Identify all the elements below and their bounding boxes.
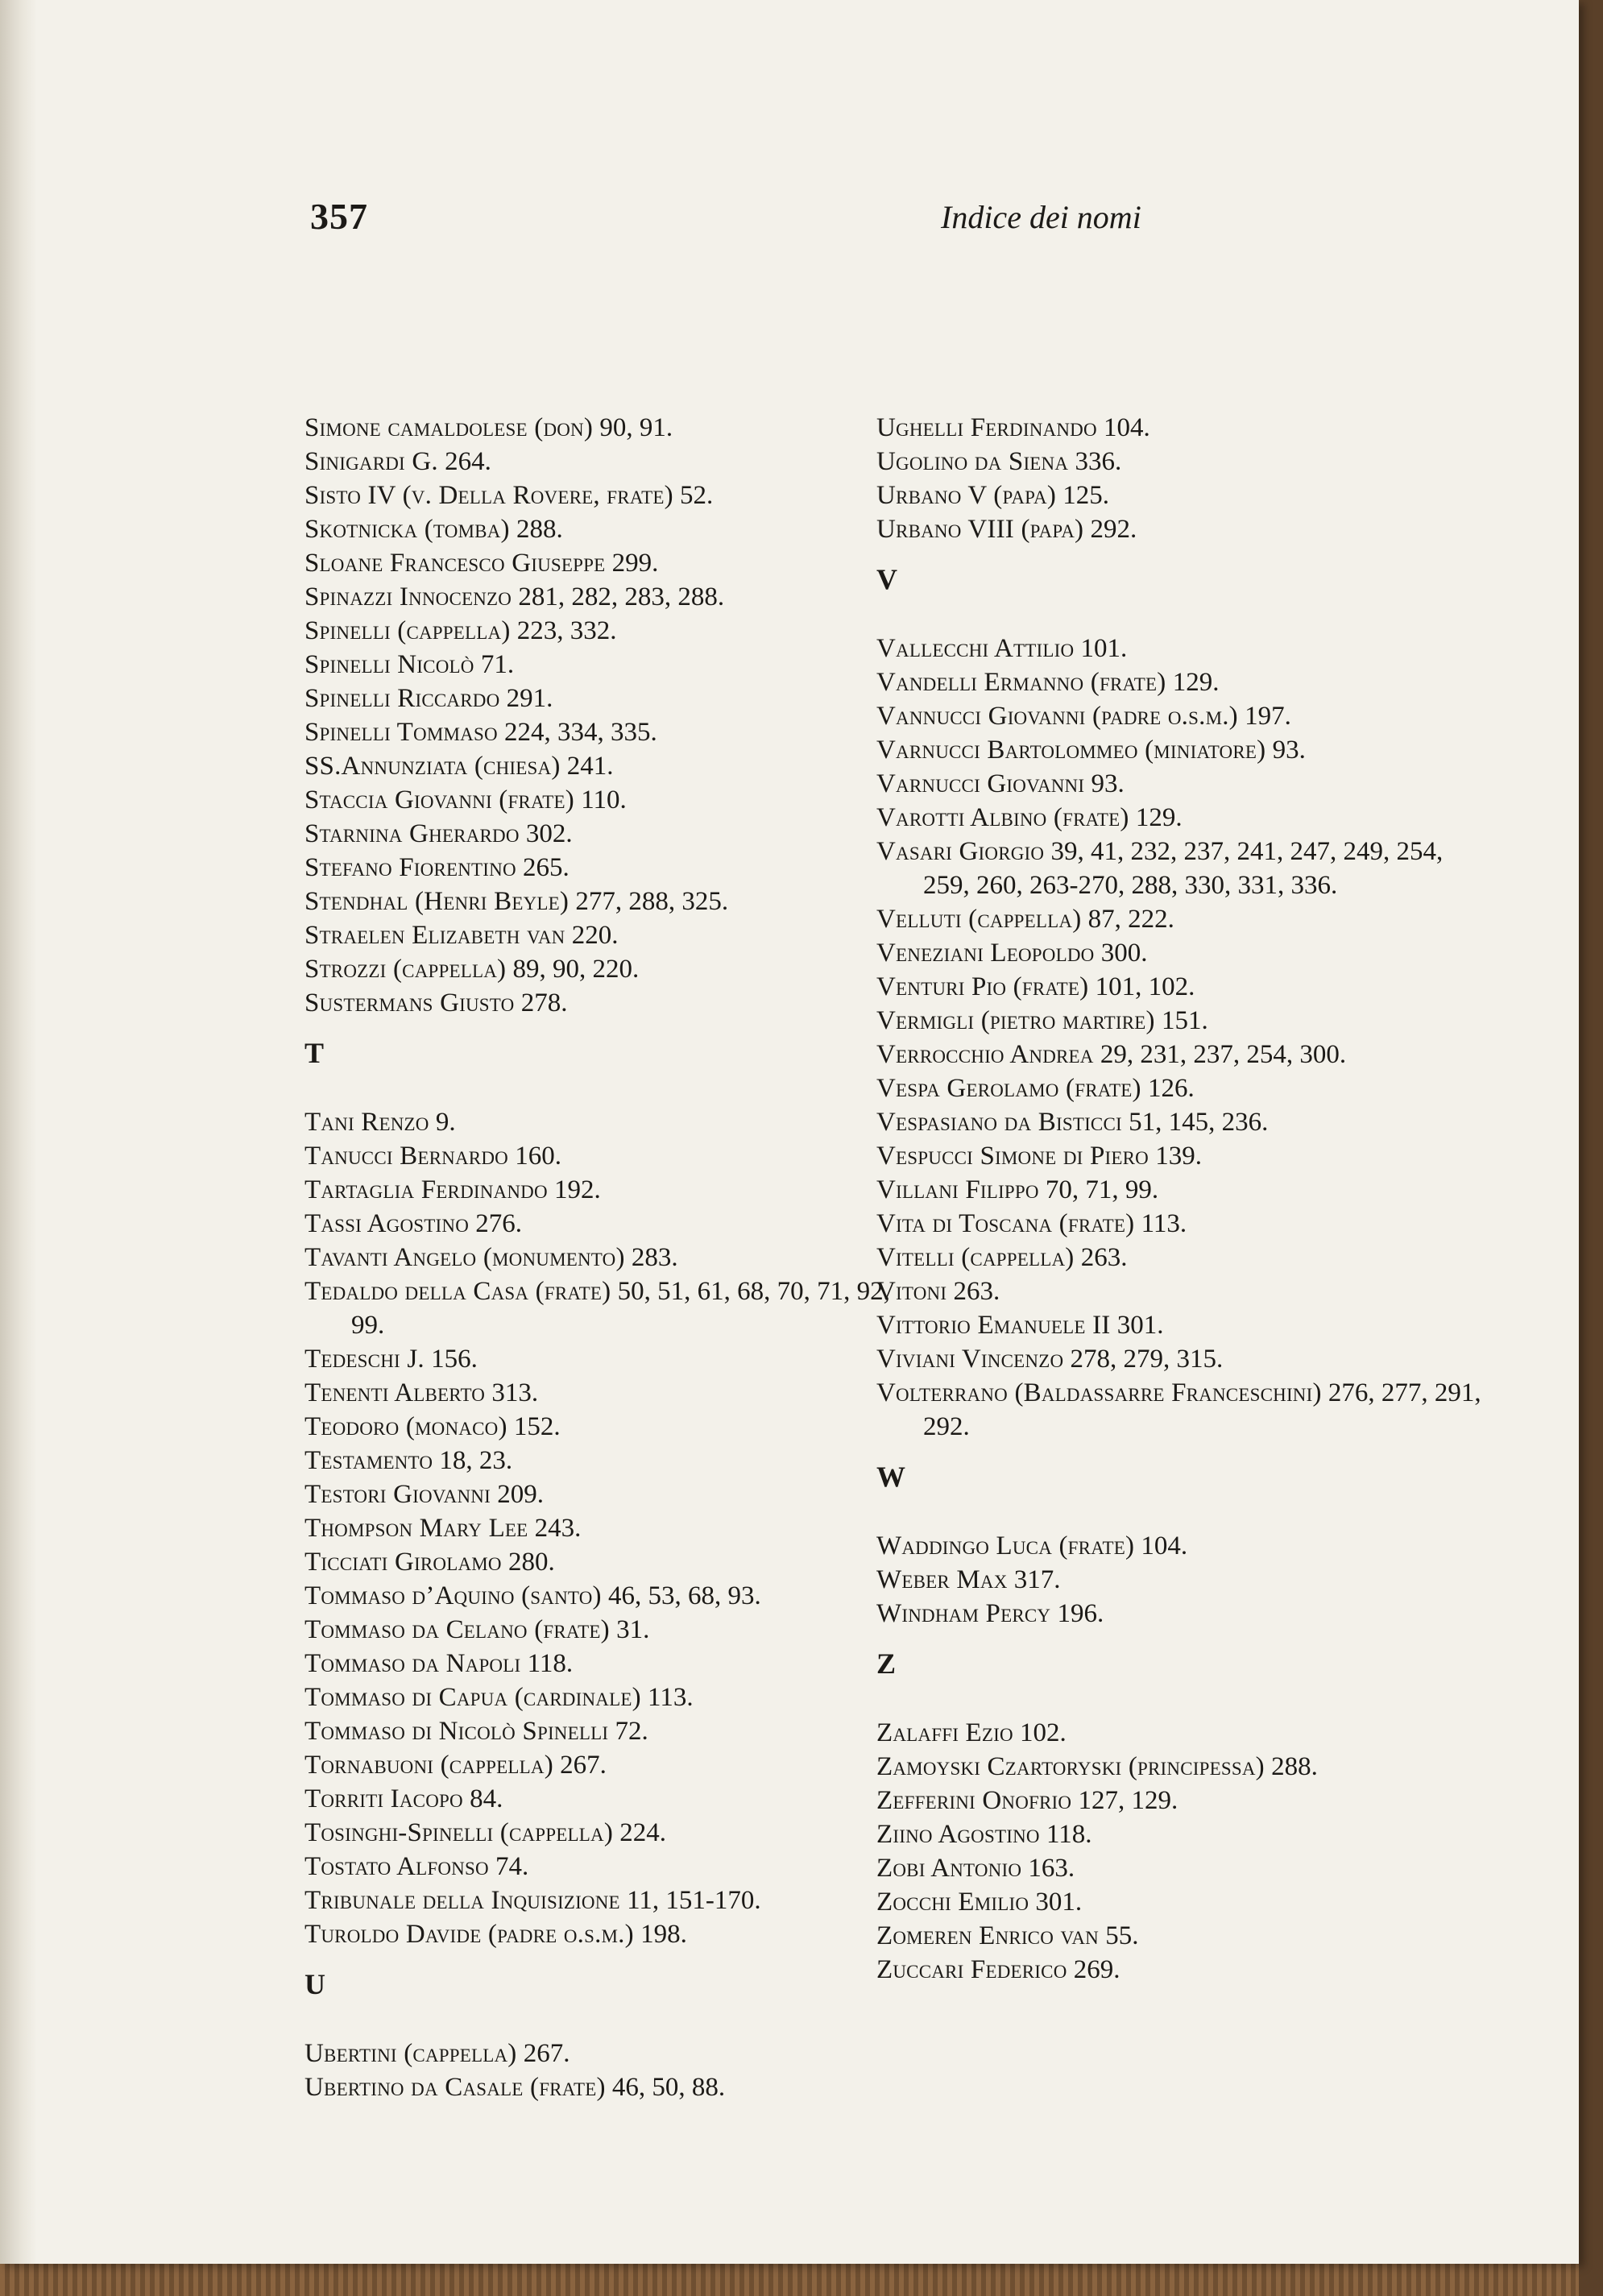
index-entry-name: Vita di Toscana (frate) bbox=[876, 1209, 1135, 1238]
index-entry bbox=[876, 767, 1489, 801]
index-entry-pages: 317. bbox=[1013, 1565, 1061, 1594]
index-entry-name: Vallecchi Attilio bbox=[876, 634, 1075, 663]
index-entry-pages: 198. bbox=[640, 1920, 687, 1949]
index-entry bbox=[876, 1750, 1489, 1784]
index-entry bbox=[876, 1597, 1489, 1631]
index-entry-name: Staccia Giovanni (frate) bbox=[304, 785, 574, 814]
index-entry-pages: 129. bbox=[1172, 668, 1220, 697]
index-entry-name: Vasari Giorgio bbox=[876, 837, 1045, 866]
index-entry bbox=[876, 1716, 1489, 1750]
index-entry-pages: 46, 50, 88. bbox=[611, 2073, 726, 2102]
index-entry bbox=[876, 902, 1489, 936]
index-entry-pages: 11, 151-170. bbox=[627, 1886, 761, 1915]
index-entry bbox=[304, 546, 901, 580]
index-entry-name: Vespucci Simone di Piero bbox=[876, 1142, 1149, 1171]
index-section-letter: W bbox=[876, 1461, 905, 1493]
index-entry-pages: 276, 277, 291, 292. bbox=[923, 1378, 1481, 1441]
index-section-letter: V bbox=[876, 563, 897, 595]
index-entry bbox=[304, 1545, 901, 1579]
index-entry-pages: 55. bbox=[1105, 1921, 1139, 1950]
index-entry-name: Stefano Fiorentino bbox=[304, 853, 516, 882]
index-entry-name: Tommaso di Nicolò Spinelli bbox=[304, 1717, 609, 1746]
index-entry-pages: 9. bbox=[435, 1108, 456, 1137]
index-entry-name: Spinazzi Innocenzo bbox=[304, 582, 512, 611]
index-entry-pages: 18, 23. bbox=[439, 1446, 513, 1475]
index-entry-name: Vespa Gerolamo (frate) bbox=[876, 1074, 1141, 1103]
index-entry bbox=[304, 783, 901, 817]
index-entry bbox=[304, 1410, 901, 1444]
index-entry bbox=[876, 699, 1489, 733]
index-entry-name: Zalaffi Ezio bbox=[876, 1718, 1013, 1747]
index-entry bbox=[876, 1376, 1489, 1444]
index-entry-name: Tosinghi-Spinelli (cappella) bbox=[304, 1818, 614, 1847]
index-entry bbox=[304, 1173, 901, 1207]
index-entry-name: Urbano V (papa) bbox=[876, 481, 1057, 510]
index-entry-pages: 104. bbox=[1104, 413, 1150, 442]
index-entry-name: Ubertino da Casale (frate) bbox=[304, 2073, 606, 2102]
index-entry-name: Vittorio Emanuele II bbox=[876, 1311, 1111, 1340]
index-entry-pages: 152. bbox=[513, 1412, 561, 1441]
index-entry bbox=[304, 885, 901, 918]
index-entry-pages: 267. bbox=[523, 2039, 570, 2068]
index-entry bbox=[304, 851, 901, 885]
index-entry-name: Sloane Francesco Giuseppe bbox=[304, 549, 606, 578]
index-entry-pages: 163. bbox=[1028, 1854, 1075, 1883]
index-entry bbox=[304, 1477, 901, 1511]
index-entry-pages: 278. bbox=[520, 988, 568, 1017]
index-entry bbox=[304, 1207, 901, 1241]
index-entry-pages: 223, 332. bbox=[516, 616, 617, 645]
index-entry bbox=[876, 835, 1489, 902]
index-entry bbox=[876, 1004, 1489, 1038]
index-entry bbox=[304, 1613, 901, 1647]
index-entry-name: Tornabuoni (cappella) bbox=[304, 1751, 553, 1780]
index-entry-name: Sinigardi G. bbox=[304, 447, 438, 476]
index-entry bbox=[876, 1817, 1489, 1851]
index-entry-pages: 241. bbox=[566, 752, 614, 781]
index-entry bbox=[304, 1376, 901, 1410]
index-entry-name: Windham Percy bbox=[876, 1599, 1051, 1628]
index-entry-name: Vitelli (cappella) bbox=[876, 1243, 1075, 1272]
index-entry-pages: 283. bbox=[631, 1243, 678, 1272]
index-entry-name: Zobi Antonio bbox=[876, 1854, 1022, 1883]
index-entry-pages: 267. bbox=[560, 1751, 607, 1780]
index-entry-name: Tommaso d’Aquino (santo) bbox=[304, 1581, 602, 1610]
index-entry-pages: 288. bbox=[1271, 1752, 1318, 1781]
index-entry bbox=[876, 1105, 1489, 1139]
index-entry bbox=[304, 1647, 901, 1681]
index-entry-name: Vermigli (pietro martire) bbox=[876, 1006, 1155, 1035]
index-entry-name: Zamoyski Czartoryski (principessa) bbox=[876, 1752, 1265, 1781]
index-entry bbox=[876, 1784, 1489, 1817]
index-entry bbox=[304, 1714, 901, 1748]
index-entry bbox=[304, 1917, 901, 1951]
index-entry-pages: 31. bbox=[616, 1615, 650, 1644]
index-entry-name: Tommaso da Napoli bbox=[304, 1649, 521, 1678]
index-entry-name: Ticciati Girolamo bbox=[304, 1548, 502, 1577]
index-entry-pages: 269. bbox=[1073, 1955, 1120, 1984]
index-entry-name: Testamento bbox=[304, 1446, 433, 1475]
index-entry-pages: 281, 282, 283, 288. bbox=[518, 582, 725, 611]
index-entry-pages: 102. bbox=[1020, 1718, 1067, 1747]
index-entry-pages: 71. bbox=[480, 650, 515, 679]
index-entry-pages: 301. bbox=[1116, 1311, 1164, 1340]
index-entry bbox=[304, 1241, 901, 1274]
index-entry-pages: 89, 90, 220. bbox=[512, 955, 640, 984]
index-entry bbox=[304, 1274, 901, 1342]
index-entry-name: Stendhal (Henri Beyle) bbox=[304, 887, 570, 916]
index-entry-name: Torriti Iacopo bbox=[304, 1784, 463, 1813]
index-entry-name: Tostato Alfonso bbox=[304, 1852, 489, 1881]
index-entry-name: Simone camaldolese (don) bbox=[304, 413, 594, 442]
index-entry-pages: 84. bbox=[470, 1784, 503, 1813]
index-entry bbox=[304, 1105, 901, 1139]
index-entry-name: Zuccari Federico bbox=[876, 1955, 1067, 1984]
index-entry-name: Vespasiano da Bisticci bbox=[876, 1108, 1122, 1137]
index-entry-pages: 101. bbox=[1080, 634, 1128, 663]
index-entry bbox=[304, 479, 901, 512]
index-entry-name: Venturi Pio (frate) bbox=[876, 972, 1089, 1001]
page-gutter bbox=[0, 0, 37, 2264]
index-entry-pages: 156. bbox=[431, 1345, 478, 1374]
index-entry-pages: 139. bbox=[1155, 1142, 1202, 1171]
index-entry bbox=[876, 1529, 1489, 1563]
index-entry-name: Turoldo Davide (padre o.s.m.) bbox=[304, 1920, 634, 1949]
index-entry bbox=[876, 970, 1489, 1004]
index-entry-name: Tani Renzo bbox=[304, 1108, 429, 1137]
index-entry-pages: 118. bbox=[1046, 1820, 1092, 1849]
index-entry-pages: 196. bbox=[1057, 1599, 1104, 1628]
index-entry-pages: 263. bbox=[953, 1277, 1000, 1306]
index-entry-name: Tanucci Bernardo bbox=[304, 1142, 508, 1171]
index-entry bbox=[876, 632, 1489, 665]
index-entry bbox=[304, 614, 901, 648]
index-entry bbox=[876, 1241, 1489, 1274]
index-entry-pages: 291. bbox=[506, 684, 553, 713]
index-entry bbox=[876, 1851, 1489, 1885]
index-entry-pages: 113. bbox=[1141, 1209, 1187, 1238]
index-entry-name: Zocchi Emilio bbox=[876, 1888, 1029, 1917]
index-entry bbox=[304, 1782, 901, 1816]
index-section-letter: Z bbox=[876, 1647, 897, 1680]
index-entry-pages: 151. bbox=[1162, 1006, 1208, 1035]
index-entry-name: Urbano VIII (papa) bbox=[876, 515, 1084, 544]
index-entry-name: Varotti Albino (frate) bbox=[876, 803, 1129, 832]
index-entry-pages: 280. bbox=[508, 1548, 555, 1577]
index-entry bbox=[876, 1139, 1489, 1173]
index-entry-pages: 127, 129. bbox=[1078, 1786, 1178, 1815]
index-entry-pages: 50, 51, 61, 68, 70, 71, 92, 99. bbox=[351, 1277, 890, 1340]
index-entry-pages: 288. bbox=[516, 515, 563, 544]
index-entry bbox=[304, 411, 901, 445]
index-entry-name: Weber Max bbox=[876, 1565, 1008, 1594]
index-entry-pages: 243. bbox=[534, 1514, 582, 1543]
index-entry bbox=[876, 512, 1489, 546]
index-entry-name: Tassi Agostino bbox=[304, 1209, 470, 1238]
index-entry-name: Thompson Mary Lee bbox=[304, 1514, 528, 1543]
index-entry-name: Tenenti Alberto bbox=[304, 1378, 486, 1407]
index-entry-pages: 263. bbox=[1080, 1243, 1128, 1272]
index-entry-name: Ugolino da Siena bbox=[876, 447, 1069, 476]
index-entry-pages: 126. bbox=[1147, 1074, 1195, 1103]
index-entry-name: Tavanti Angelo (monumento) bbox=[304, 1243, 625, 1272]
index-entry-pages: 292. bbox=[1090, 515, 1137, 544]
index-entry-pages: 110. bbox=[581, 785, 627, 814]
index-entry-pages: 52. bbox=[680, 481, 714, 510]
index-entry-pages: 224, 334, 335. bbox=[504, 718, 657, 747]
index-entry-name: Testori Giovanni bbox=[304, 1480, 491, 1509]
index-entry-name: Ziino Agostino bbox=[876, 1820, 1040, 1849]
index-entry bbox=[304, 986, 901, 1020]
index-entry bbox=[304, 1681, 901, 1714]
index-entry bbox=[876, 801, 1489, 835]
index-entry bbox=[876, 1207, 1489, 1241]
index-entry bbox=[876, 1342, 1489, 1376]
index-entry bbox=[876, 411, 1489, 445]
index-entry bbox=[876, 1885, 1489, 1919]
index-entry bbox=[304, 512, 901, 546]
index-entry-name: Tribunale della Inquisizione bbox=[304, 1886, 620, 1915]
index-entry bbox=[304, 952, 901, 986]
index-entry bbox=[304, 1139, 901, 1173]
index-entry bbox=[304, 817, 901, 851]
index-entry bbox=[304, 1579, 901, 1613]
index-entry-name: Tedeschi J. bbox=[304, 1345, 425, 1374]
index-entry bbox=[304, 1816, 901, 1850]
index-entry-pages: 74. bbox=[495, 1852, 529, 1881]
index-entry-pages: 224. bbox=[619, 1818, 667, 1847]
index-entry-name: Strozzi (cappella) bbox=[304, 955, 507, 984]
index-entry-pages: 93. bbox=[1091, 769, 1125, 798]
index-entry-pages: 265. bbox=[523, 853, 570, 882]
index-entry-name: Tommaso da Celano (frate) bbox=[304, 1615, 610, 1644]
index-entry-name: Spinelli Nicolò bbox=[304, 650, 474, 679]
index-entry-pages: 300. bbox=[1100, 939, 1148, 968]
index-section-letter: T bbox=[304, 1037, 325, 1069]
index-entry-name: Varnucci Giovanni bbox=[876, 769, 1085, 798]
index-column-left bbox=[304, 411, 901, 2104]
index-entry-pages: 160. bbox=[515, 1142, 561, 1171]
index-entry-pages: 93. bbox=[1272, 736, 1306, 765]
index-entry-name: Sisto IV (v. Della Rovere, frate) bbox=[304, 481, 673, 510]
index-entry-name: Starnina Gherardo bbox=[304, 819, 520, 848]
index-entry bbox=[876, 1274, 1489, 1308]
index-entry bbox=[304, 580, 901, 614]
index-entry-pages: 129. bbox=[1135, 803, 1183, 832]
index-entry-name: Velluti (cappella) bbox=[876, 905, 1082, 934]
index-entry-name: Varnucci Bartolommeo (miniatore) bbox=[876, 736, 1266, 765]
index-entry bbox=[876, 1919, 1489, 1953]
index-entry-name: Volterrano (Baldassarre Franceschini) bbox=[876, 1378, 1322, 1407]
index-entry-name: Zefferini Onofrio bbox=[876, 1786, 1072, 1815]
index-entry bbox=[876, 1953, 1489, 1987]
index-entry bbox=[304, 1884, 901, 1917]
index-entry-name: Ughelli Ferdinando bbox=[876, 413, 1097, 442]
index-column-right bbox=[876, 411, 1489, 1987]
index-entry bbox=[304, 1342, 901, 1376]
index-entry bbox=[876, 445, 1489, 479]
index-section-letter: U bbox=[304, 1968, 325, 2000]
index-entry-pages: 46, 53, 68, 93. bbox=[608, 1581, 761, 1610]
running-title: Indice dei nomi bbox=[941, 199, 1141, 235]
index-entry-pages: 209. bbox=[497, 1480, 544, 1509]
index-entry bbox=[304, 2070, 901, 2104]
index-entry-pages: 313. bbox=[491, 1378, 539, 1407]
index-entry bbox=[304, 2037, 901, 2070]
index-entry-name: Spinelli (cappella) bbox=[304, 616, 511, 645]
index-entry-pages: 336. bbox=[1075, 447, 1122, 476]
index-entry bbox=[304, 749, 901, 783]
index-entry-name: Viviani Vincenzo bbox=[876, 1345, 1064, 1374]
index-entry-pages: 220. bbox=[571, 921, 619, 950]
index-entry-pages: 299. bbox=[611, 549, 659, 578]
index-entry-name: SS.Annunziata (chiesa) bbox=[304, 752, 561, 781]
index-entry bbox=[304, 715, 901, 749]
index-entry-pages: 39, 41, 232, 237, 241, 247, 249, 254, 259, 260, 263-270, 288, 330, 331, 336. bbox=[923, 837, 1444, 900]
book-bottom-edge bbox=[0, 2264, 1603, 2296]
index-entry bbox=[876, 733, 1489, 767]
index-entry-pages: 51, 145, 236. bbox=[1129, 1108, 1269, 1137]
index-entry-name: Villani Filippo bbox=[876, 1175, 1039, 1204]
index-entry-pages: 90, 91. bbox=[599, 413, 673, 442]
index-entry-name: Spinelli Tommaso bbox=[304, 718, 498, 747]
index-entry-name: Vandelli Ermanno (frate) bbox=[876, 668, 1166, 697]
index-entry-name: Zomeren Enrico van bbox=[876, 1921, 1099, 1950]
index-entry-name: Teodoro (monaco) bbox=[304, 1412, 507, 1441]
index-entry-name: Straelen Elizabeth van bbox=[304, 921, 565, 950]
index-entry-name: Vannucci Giovanni (padre o.s.m.) bbox=[876, 702, 1238, 731]
index-entry-name: Tartaglia Ferdinando bbox=[304, 1175, 548, 1204]
index-entry-name: Tommaso di Capua (cardinale) bbox=[304, 1683, 641, 1712]
index-entry-name: Waddingo Luca (frate) bbox=[876, 1531, 1135, 1560]
index-entry bbox=[304, 445, 901, 479]
index-entry-name: Vitoni bbox=[876, 1277, 947, 1306]
index-entry bbox=[304, 1444, 901, 1477]
index-entry bbox=[304, 918, 901, 952]
index-entry-pages: 72. bbox=[615, 1717, 648, 1746]
index-entry bbox=[876, 479, 1489, 512]
index-entry-pages: 101, 102. bbox=[1095, 972, 1195, 1001]
index-entry bbox=[304, 1511, 901, 1545]
index-entry-pages: 302. bbox=[525, 819, 573, 848]
index-entry-pages: 276. bbox=[475, 1209, 523, 1238]
index-entry-pages: 87, 222. bbox=[1087, 905, 1174, 934]
index-entry bbox=[876, 1308, 1489, 1342]
page-number: 357 bbox=[310, 196, 368, 237]
index-entry bbox=[304, 648, 901, 682]
index-entry-name: Veneziani Leopoldo bbox=[876, 939, 1095, 968]
index-entry-pages: 113. bbox=[648, 1683, 694, 1712]
index-entry bbox=[876, 1038, 1489, 1071]
index-entry-pages: 264. bbox=[445, 447, 491, 476]
index-entry bbox=[876, 936, 1489, 970]
index-entry-pages: 125. bbox=[1062, 481, 1110, 510]
index-entry-name: Verrocchio Andrea bbox=[876, 1040, 1094, 1069]
index-entry-name: Ubertini (cappella) bbox=[304, 2039, 517, 2068]
index-entry bbox=[876, 1563, 1489, 1597]
index-entry-pages: 29, 231, 237, 254, 300. bbox=[1100, 1040, 1347, 1069]
index-entry-pages: 278, 279, 315. bbox=[1070, 1345, 1224, 1374]
index-entry bbox=[876, 665, 1489, 699]
index-entry-name: Spinelli Riccardo bbox=[304, 684, 500, 713]
index-entry-name: Tedaldo della Casa (frate) bbox=[304, 1277, 611, 1306]
index-entry-pages: 192. bbox=[554, 1175, 601, 1204]
index-entry-name: Sustermans Giusto bbox=[304, 988, 515, 1017]
index-entry bbox=[876, 1071, 1489, 1105]
index-entry-pages: 104. bbox=[1141, 1531, 1188, 1560]
index-entry bbox=[304, 1748, 901, 1782]
book-right-edge bbox=[1579, 0, 1603, 2296]
index-entry-pages: 197. bbox=[1245, 702, 1291, 731]
index-entry bbox=[304, 1850, 901, 1884]
index-entry-pages: 277, 288, 325. bbox=[575, 887, 729, 916]
index-entry-pages: 301. bbox=[1035, 1888, 1083, 1917]
index-entry-name: Skotnicka (tomba) bbox=[304, 515, 510, 544]
index-entry bbox=[876, 1173, 1489, 1207]
index-entry-pages: 70, 71, 99. bbox=[1045, 1175, 1159, 1204]
index-entry bbox=[304, 682, 901, 715]
index-entry-pages: 118. bbox=[527, 1649, 574, 1678]
